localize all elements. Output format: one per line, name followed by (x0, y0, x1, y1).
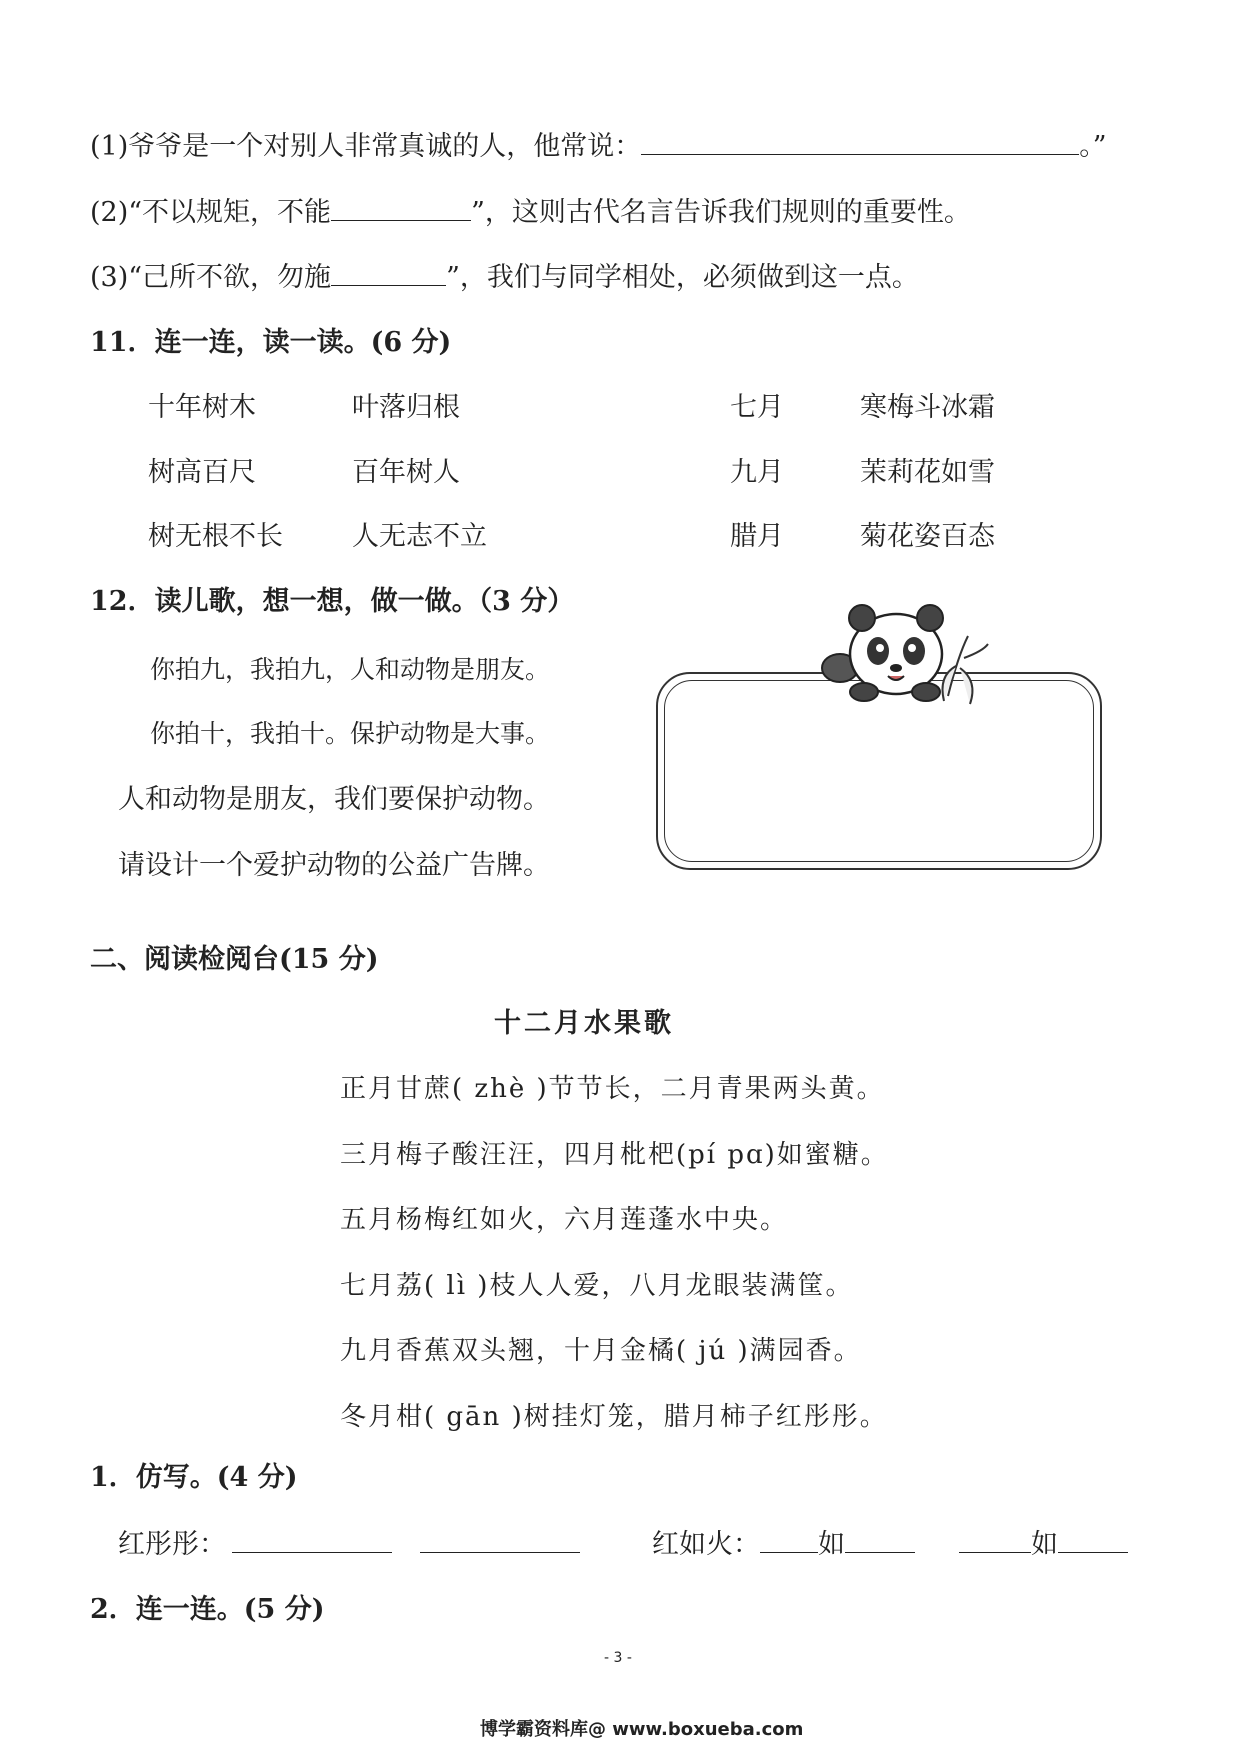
q10-item2-suffix: ”，这则古代名言告诉我们规则的重要性。 (471, 197, 971, 228)
poem-line: 冬月柑( gān )树挂灯笼，腊月柿子红彤彤。 (340, 1402, 888, 1432)
poem-line: 三月梅子酸汪汪，四月枇杷(pí pɑ)如蜜糖。 (340, 1140, 889, 1170)
q10-item2 (90, 194, 971, 231)
q11-item[interactable]: 树无根不长 (148, 521, 283, 552)
q1-label-red-tongtong: 红彤彤： (118, 1529, 226, 1560)
q12-line: 人和动物是朋友，我们要保护动物。 (118, 784, 550, 815)
q1-heading: 1．仿写。(4 分) (90, 1462, 298, 1493)
q1-row2 (652, 1526, 1128, 1563)
q10-item3-suffix: ”，我们与同学相处，必须做到这一点。 (446, 262, 919, 293)
q10-item3-prefix: (3)“己所不欲，勿施 (90, 262, 332, 293)
q1-row (118, 1526, 580, 1563)
answer-blank[interactable] (331, 194, 471, 221)
q11-item[interactable]: 树高百尺 (148, 457, 256, 488)
q11-item[interactable]: 茉莉花如雪 (860, 457, 995, 488)
q10-item1 (90, 128, 1107, 165)
q11-item[interactable]: 人无志不立 (352, 521, 487, 552)
answer-blank[interactable] (845, 1526, 915, 1553)
q11-item[interactable]: 腊月 (730, 521, 784, 552)
answer-blank[interactable] (1058, 1526, 1128, 1553)
answer-blank[interactable] (331, 259, 446, 286)
answer-blank[interactable] (641, 128, 1079, 155)
q11-heading: 11．连一连，读一读。(6 分) (90, 327, 452, 358)
poem-line: 五月杨梅红如火，六月莲蓬水中央。 (340, 1205, 789, 1235)
q12-line: 你拍十，我拍十。保护动物是大事。 (150, 719, 551, 748)
q10-item2-prefix: (2)“不以规矩，不能 (90, 197, 332, 228)
q11-item[interactable]: 百年树人 (352, 457, 460, 488)
poem-line: 九月香蕉双头翘，十月金橘( jú )满园香。 (340, 1336, 862, 1366)
watermark: 博学霸资料库@ www.boxueba.com (480, 1719, 804, 1740)
panda-icon (818, 596, 998, 706)
ad-board-inner-border (664, 680, 1094, 862)
poem-title: 十二月水果歌 (494, 1008, 674, 1039)
q10-item3 (90, 259, 919, 296)
section2-heading: 二、阅读检阅台(15 分) (90, 944, 379, 975)
q1-label-red-like-fire: 红如火： (652, 1529, 760, 1560)
q12-heading: 12．读儿歌，想一想，做一做。（3 分） (90, 586, 575, 617)
poem-line: 正月甘蔗( zhè )节节长，二月青果两头黄。 (340, 1074, 885, 1104)
ru-char: 如 (1031, 1529, 1058, 1560)
page-number: - 3 - (604, 1650, 632, 1666)
q11-item[interactable]: 七月 (730, 392, 784, 423)
q11-item[interactable]: 叶落归根 (352, 392, 460, 423)
q11-item[interactable]: 十年树木 (148, 392, 256, 423)
q10-item1-suffix: 。” (1079, 131, 1107, 162)
q2-heading: 2．连一连。(5 分) (90, 1594, 325, 1625)
answer-blank[interactable] (232, 1526, 392, 1553)
q11-item[interactable]: 菊花姿百态 (860, 521, 995, 552)
q11-item[interactable]: 九月 (730, 457, 784, 488)
answer-blank[interactable] (760, 1526, 818, 1553)
q10-item1-prefix: (1)爷爷是一个对别人非常真诚的人，他常说： (90, 131, 642, 162)
q11-item[interactable]: 寒梅斗冰霜 (860, 392, 995, 423)
answer-blank[interactable] (420, 1526, 580, 1553)
answer-blank[interactable] (959, 1526, 1031, 1553)
q12-line: 请设计一个爱护动物的公益广告牌。 (118, 850, 550, 881)
ru-char: 如 (818, 1529, 845, 1560)
poem-line: 七月荔( lì )枝人人爱，八月龙眼装满筐。 (340, 1271, 854, 1301)
q12-line: 你拍九，我拍九，人和动物是朋友。 (150, 655, 551, 684)
